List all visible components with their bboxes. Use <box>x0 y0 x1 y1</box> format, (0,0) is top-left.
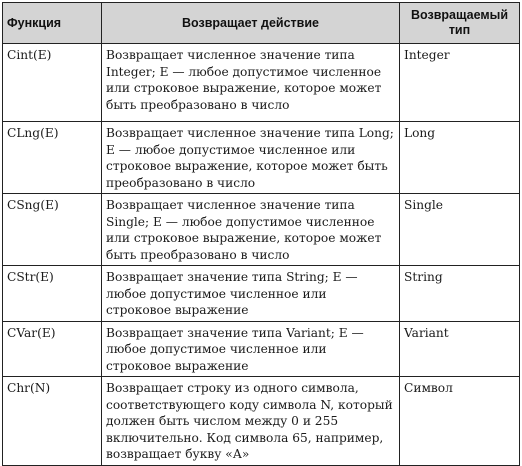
function-cell: Cint(E) <box>3 44 102 122</box>
description-cell: Возвращает значение типа String; E — любое допустимое численное или строковое выражение <box>102 266 400 322</box>
type-cell: Long <box>400 122 520 194</box>
description-cell: Возвращает строку из одного символа, соответствующего коду символа N, который должен быть числом между 0 и 255 включительно. Код символа 65, например, возвращает букву «А» <box>102 377 400 466</box>
table-row <box>3 377 520 466</box>
function-cell: CStr(E) <box>3 266 102 322</box>
type-cell: Variant <box>400 321 520 377</box>
type-cell: Integer <box>400 44 520 122</box>
description-cell: Возвращает значение типа Variant; E — любое допустимое численное или строковое выражение <box>102 321 400 377</box>
header-returns: Возвращает действие <box>102 3 400 44</box>
header-row <box>3 3 520 44</box>
description-cell: Возвращает численное значение типа Long; E — любое допустимое численное или строковое выражение, которое может быть преобразовано в число <box>102 122 400 194</box>
table-row <box>3 122 520 194</box>
header-return-type <box>400 3 520 44</box>
table-body <box>3 44 520 466</box>
type-cell: String <box>400 266 520 322</box>
conversion-functions-table <box>2 2 520 466</box>
table-row <box>3 44 520 122</box>
type-cell: Символ <box>400 377 520 466</box>
table-row <box>3 194 520 266</box>
function-cell: CLng(E) <box>3 122 102 194</box>
function-cell: CVar(E) <box>3 321 102 377</box>
table-row <box>3 266 520 322</box>
header-return-type-line2: тип <box>448 23 471 37</box>
type-cell: Single <box>400 194 520 266</box>
table-header <box>3 3 520 44</box>
function-cell: Chr(N) <box>3 377 102 466</box>
description-cell: Возвращает численное значение типа Single; E — любое допустимое численное или строковое выражение, которое может быть преобразовано в число <box>102 194 400 266</box>
table-row <box>3 321 520 377</box>
description-cell: Возвращает численное значение типа Integer; E — любое допустимое численное или строковое выражение, которое может быть преобразовано в число <box>102 44 400 122</box>
header-function: Функция <box>3 3 102 44</box>
header-return-type-line1: Возвращаемый <box>410 8 509 22</box>
function-cell: CSng(E) <box>3 194 102 266</box>
